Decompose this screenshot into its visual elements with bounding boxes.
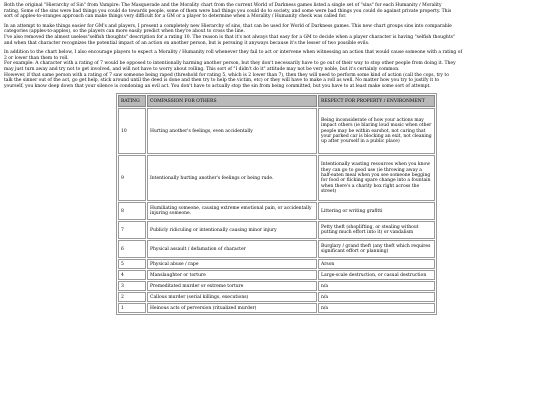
respect-cell: n/a — [318, 303, 435, 313]
text-line: sort of apples-to-oranges approach can make things very difficult for a GM or a player to determine when a Morality / Humanity check was called for. — [4, 14, 347, 20]
text-line: In addition to the chart below, I also encourage players to expect a Morality / Humanity roll whenever they fail to act or intervene when witnessing an action that would cause someone with a rating of — [4, 50, 463, 56]
rating-cell: 10 — [118, 108, 146, 154]
table-row — [118, 292, 435, 302]
table-row — [118, 240, 435, 258]
text-line: In an attempt to make things easier for GM's and players, I present a completely new Hierarchy of sins, that can be used for World of Darkness games. This new chart groups sins into comparable — [4, 23, 452, 29]
table-row — [118, 202, 435, 220]
text-line: rating. Some of the sins were bad things you could do towards people, some of them were bad things you could do to society, and some were bad things you could do against private property. This — [4, 8, 452, 14]
text-line: Both the original "Hierarchy of Sin" from Vampire: The Masquerade and the Morality chart from the current World of Darkness games listed a single set of "sins" for each Humanity / Morality — [4, 3, 442, 8]
text-line: may just turn away and try not to get involved, and will not have to worry about rolling. This sort of "I didn't do it" attitude may not be very noble, but it's certainly common. — [4, 66, 400, 72]
respect-cell: Being inconsiderate of how your actions may impact others (ie blaring loud music when other people may be within earshot, not caring that your parked car is blocking an exit, not cleaning up after yourself in a public place) — [318, 108, 435, 154]
table-row — [118, 281, 435, 291]
text-line: 2 or lower than them to roll. — [4, 55, 69, 61]
respect-cell: n/a — [318, 281, 435, 291]
intro-paragraph — [4, 3, 536, 20]
compassion-cell: Hurting another's feelings, even accidentally — [147, 108, 317, 154]
compassion-cell: Physical abuse / rape — [147, 259, 317, 269]
rating-cell: 8 — [118, 202, 146, 220]
text-line: yourself, you know deep down that your silence is condoning an evil act. You don't have to actually stop the sin from being committed, but you have to at least make some sort of attempt. — [4, 83, 431, 89]
table-row — [118, 155, 435, 201]
compassion-cell: Callous murder (serial killings, executions) — [147, 292, 317, 302]
header-respect: RESPECT FOR PROPERTY / ENVIRONMENT — [318, 95, 435, 107]
table-row — [118, 259, 435, 269]
header-rating: RATING — [118, 95, 146, 107]
compassion-cell: Publicly ridiculing or intentionally causing minor injury — [147, 221, 317, 239]
respect-cell: Intentionally wasting resources when you know they can go to good use (ie throwing away a half-eaten meal when you see someone begging for food or flicking spare change into a fountain when there's a charity box right across the street) — [318, 155, 435, 201]
respect-cell: n/a — [318, 292, 435, 302]
text-line: I've also removed the almost useless"selfish thoughts" description for a rating 10. The reason is that it's not always that easy for a GM to decide when a player character is having "selfish thoughts" — [4, 34, 456, 40]
rating-cell: 3 — [118, 281, 146, 291]
respect-cell: Large-scale destruction, or casual destruction — [318, 270, 435, 280]
rating-cell: 9 — [118, 155, 146, 201]
text-line: For example: A character with a rating of 7 would be opposed to intentionally harming another person, but they don't necessarily have to go out of their way to stop other people from doing it. They — [4, 61, 456, 67]
compassion-cell: Intentionally hurting another's feelings or being rude. — [147, 155, 317, 201]
text-line: categories (apples-to-apples), so the players can more easily predict when they're about to cross the line. — [4, 29, 245, 35]
text-line: and when that character recognizes the potential impact of an action on another person, but is persuing it anyways because it's the lesser of two possible evils. — [4, 40, 370, 46]
text-line: However, if that same person with a rating of 7 saw someone being raped (threshold for rating 5, which is 2 lower than 7), then they will need to perform some kind of action (call the cops, try to — [4, 72, 449, 78]
rating-cell: 4 — [118, 270, 146, 280]
compassion-cell: Physical assault / defamation of character — [147, 240, 317, 258]
rating-cell: 7 — [118, 221, 146, 239]
hierarchy-of-sins-table — [116, 93, 437, 315]
table-row — [118, 303, 435, 313]
respect-cell: Littering or writing grafitti — [318, 202, 435, 220]
table-row — [118, 270, 435, 280]
table-header-row — [118, 95, 435, 107]
respect-cell: Burglary / grand theft (any theft which requires significant effort or planning) — [318, 240, 435, 258]
table-row — [118, 108, 435, 154]
compassion-cell: Premeditated murder or extreme torture — [147, 281, 317, 291]
respect-cell: Petty theft (shoplifting, or stealing without putting much effort into it) or vandalism — [318, 221, 435, 239]
compassion-cell: Heinous acts of perversion (ritualized murder) — [147, 303, 317, 313]
intervention-paragraph — [4, 50, 536, 89]
table-row — [118, 221, 435, 239]
compassion-cell: Manslaughter or torture — [147, 270, 317, 280]
respect-cell: Arson — [318, 259, 435, 269]
rating-cell: 5 — [118, 259, 146, 269]
improvement-paragraph — [4, 24, 536, 46]
rating-cell: 1 — [118, 303, 146, 313]
text-line: talk the sinner out of the act, go get help, stick around until the deed is done and then try to help the victim, etc) or they will have to make a roll as well. No matter how you try to justify it to — [4, 78, 440, 84]
header-compassion: COMPASSION FOR OTHERS — [147, 95, 317, 107]
rating-cell: 2 — [118, 292, 146, 302]
rating-cell: 6 — [118, 240, 146, 258]
compassion-cell: Humiliating someone, causing extreme emotional pain, or accidentally injuring someone. — [147, 202, 317, 220]
